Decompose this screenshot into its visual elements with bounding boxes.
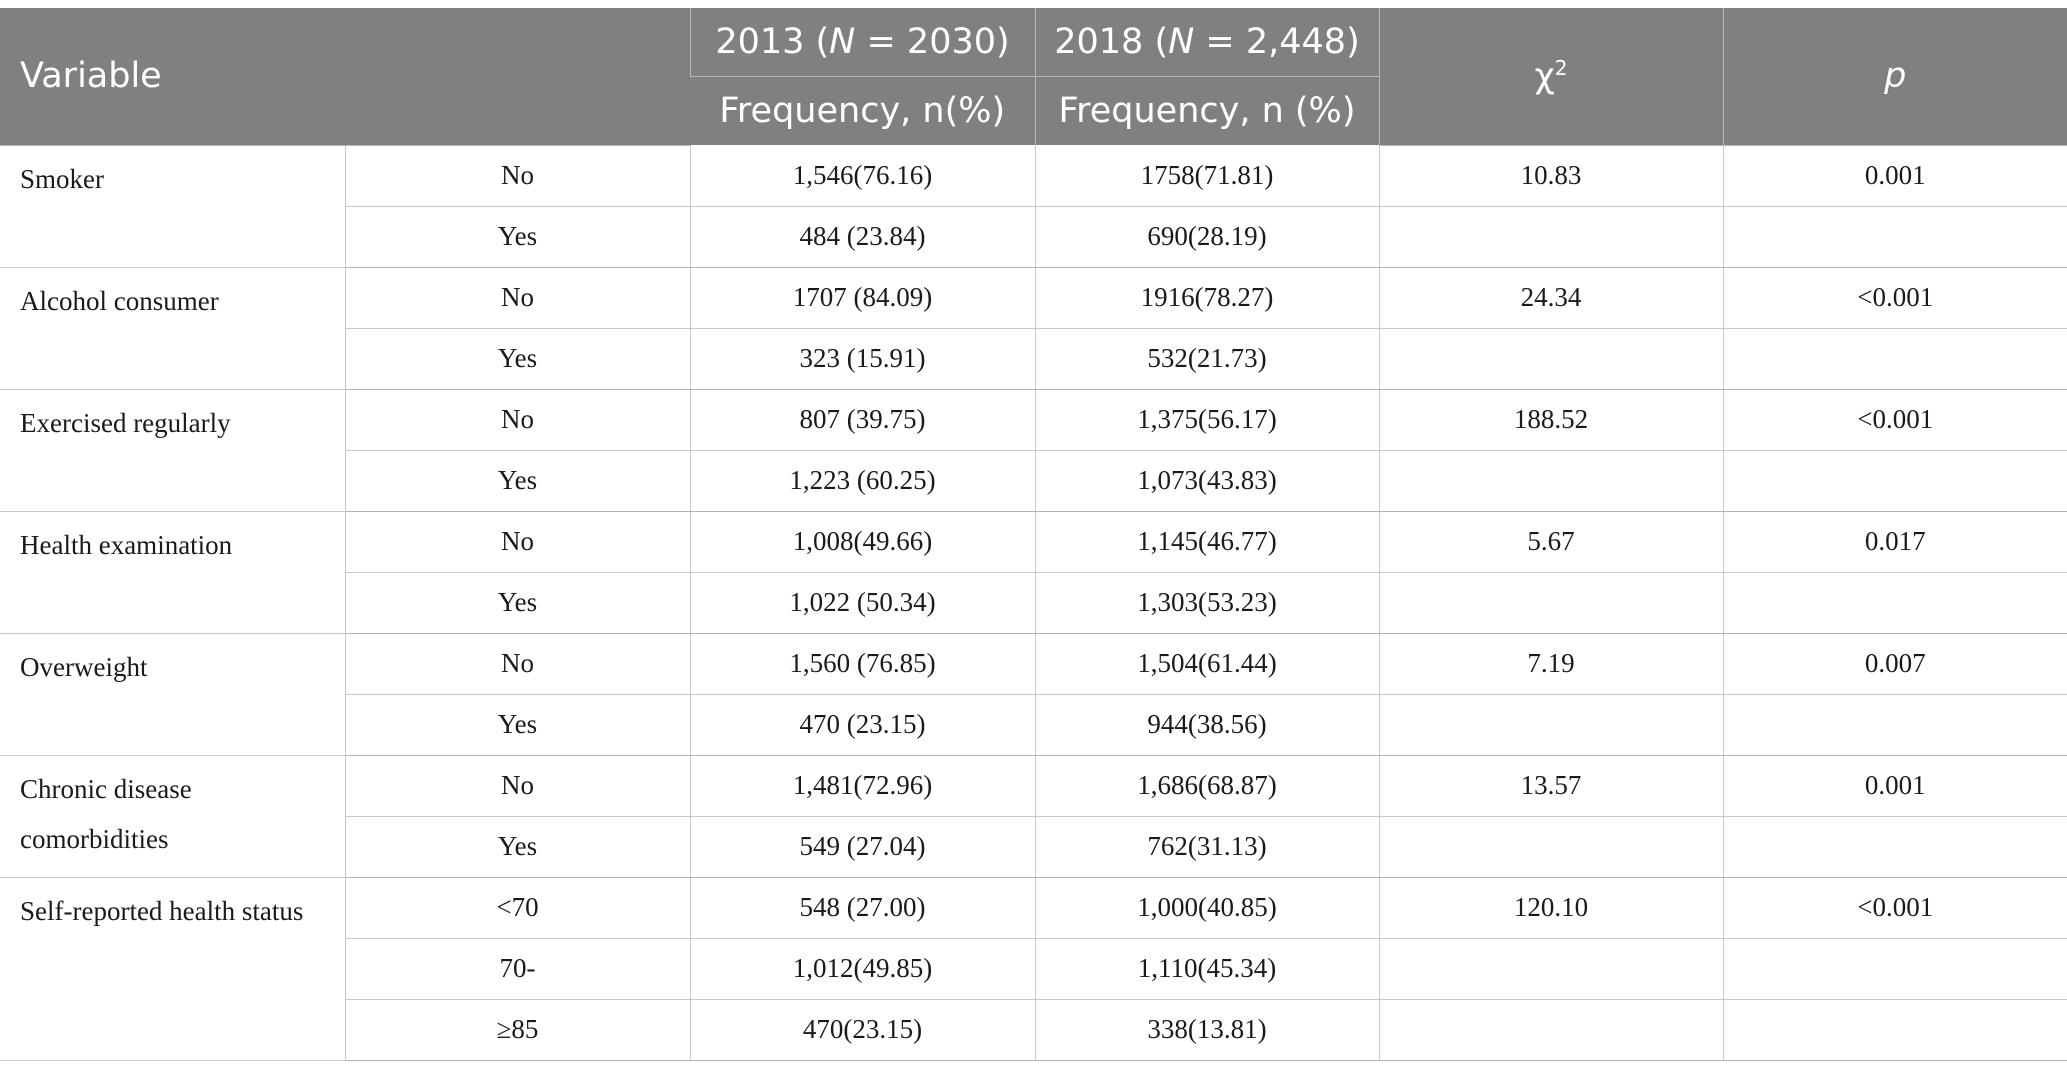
chi-square-cell: 7.19 (1379, 633, 1723, 694)
freq-2018-cell: 1916(78.27) (1035, 267, 1379, 328)
variable-cell: Alcohol consumer (0, 267, 345, 389)
chi-square-cell (1379, 694, 1723, 755)
level-cell: Yes (345, 816, 690, 877)
level-cell: Yes (345, 206, 690, 267)
freq-2018-cell: 690(28.19) (1035, 206, 1379, 267)
level-cell: No (345, 389, 690, 450)
chi-square-cell: 10.83 (1379, 145, 1723, 206)
level-cell: No (345, 145, 690, 206)
p-value-cell (1723, 694, 2067, 755)
freq-2013-cell: 470 (23.15) (690, 694, 1035, 755)
freq-2013-cell: 549 (27.04) (690, 816, 1035, 877)
header-2018 (1035, 8, 1379, 77)
freq-2018-cell: 1,110(45.34) (1035, 938, 1379, 999)
chi-square-cell: 24.34 (1379, 267, 1723, 328)
variable-cell: Self-reported health status (0, 877, 345, 1060)
chi-square-cell: 5.67 (1379, 511, 1723, 572)
freq-2013-cell: 1,223 (60.25) (690, 450, 1035, 511)
p-value-cell (1723, 572, 2067, 633)
header-chi-square (1379, 8, 1723, 145)
freq-2018-cell: 1,000(40.85) (1035, 877, 1379, 938)
header-2013-pre: 2013 ( (715, 22, 830, 62)
freq-2013-cell: 1,481(72.96) (690, 755, 1035, 816)
freq-2013-cell: 1,560 (76.85) (690, 633, 1035, 694)
level-cell: No (345, 755, 690, 816)
freq-2013-cell: 470(23.15) (690, 999, 1035, 1060)
level-cell: ≥85 (345, 999, 690, 1060)
results-table (0, 8, 2067, 1061)
level-cell: <70 (345, 877, 690, 938)
freq-2018-cell: 1,073(43.83) (1035, 450, 1379, 511)
p-value-cell (1723, 938, 2067, 999)
header-chi-symbol: χ (1534, 56, 1555, 97)
freq-2013-cell: 548 (27.00) (690, 877, 1035, 938)
level-cell: No (345, 267, 690, 328)
header-2018-pre: 2018 ( (1054, 22, 1169, 62)
freq-2013-cell: 1707 (84.09) (690, 267, 1035, 328)
freq-2018-cell: 944(38.56) (1035, 694, 1379, 755)
freq-2013-cell: 323 (15.91) (690, 328, 1035, 389)
variable-cell: Exercised regularly (0, 389, 345, 511)
header-2018-post: = 2,448) (1194, 22, 1360, 62)
variable-cell: Chronic disease comorbidities (0, 755, 345, 877)
variable-cell: Smoker (0, 145, 345, 267)
freq-2018-cell: 1758(71.81) (1035, 145, 1379, 206)
freq-2018-cell: 762(31.13) (1035, 816, 1379, 877)
chi-square-cell (1379, 816, 1723, 877)
header-2013-n: N (829, 22, 856, 62)
p-value-cell (1723, 328, 2067, 389)
level-cell: Yes (345, 328, 690, 389)
level-cell: Yes (345, 450, 690, 511)
freq-2018-cell: 1,686(68.87) (1035, 755, 1379, 816)
variable-cell: Health examination (0, 511, 345, 633)
p-value-cell: 0.001 (1723, 755, 2067, 816)
freq-2013-cell: 1,008(49.66) (690, 511, 1035, 572)
header-freq-2018: Frequency, n (%) (1035, 77, 1379, 146)
p-value-cell: 0.017 (1723, 511, 2067, 572)
p-value-cell: <0.001 (1723, 389, 2067, 450)
chi-square-cell (1379, 999, 1723, 1060)
p-value-cell (1723, 450, 2067, 511)
p-value-cell: 0.001 (1723, 145, 2067, 206)
variable-cell: Overweight (0, 633, 345, 755)
chi-square-cell (1379, 572, 1723, 633)
table-row (0, 267, 2067, 328)
chi-square-cell: 120.10 (1379, 877, 1723, 938)
chi-square-cell: 13.57 (1379, 755, 1723, 816)
table-row (0, 389, 2067, 450)
chi-square-cell (1379, 938, 1723, 999)
chi-square-cell (1379, 450, 1723, 511)
freq-2013-cell: 1,012(49.85) (690, 938, 1035, 999)
freq-2013-cell: 1,546(76.16) (690, 145, 1035, 206)
p-value-cell (1723, 999, 2067, 1060)
freq-2018-cell: 532(21.73) (1035, 328, 1379, 389)
chi-square-cell (1379, 328, 1723, 389)
p-value-cell: <0.001 (1723, 877, 2067, 938)
p-value-cell: <0.001 (1723, 267, 2067, 328)
table-row (0, 755, 2067, 816)
freq-2018-cell: 1,303(53.23) (1035, 572, 1379, 633)
freq-2013-cell: 484 (23.84) (690, 206, 1035, 267)
header-2013-post: = 2030) (855, 22, 1010, 62)
freq-2018-cell: 1,375(56.17) (1035, 389, 1379, 450)
table-row (0, 145, 2067, 206)
header-chi-sup: 2 (1554, 55, 1568, 80)
table-body (0, 145, 2067, 1060)
table-row (0, 511, 2067, 572)
freq-2018-cell: 1,504(61.44) (1035, 633, 1379, 694)
level-cell: 70- (345, 938, 690, 999)
table-row (0, 877, 2067, 938)
header-variable: Variable (0, 8, 690, 145)
level-cell: Yes (345, 694, 690, 755)
header-freq-2013: Frequency, n(%) (690, 77, 1035, 146)
header-p: p (1723, 8, 2067, 145)
freq-2018-cell: 1,145(46.77) (1035, 511, 1379, 572)
level-cell: No (345, 633, 690, 694)
p-value-cell (1723, 206, 2067, 267)
chi-square-cell (1379, 206, 1723, 267)
chi-square-cell: 188.52 (1379, 389, 1723, 450)
header-2013 (690, 8, 1035, 77)
level-cell: No (345, 511, 690, 572)
p-value-cell (1723, 816, 2067, 877)
table-header (0, 8, 2067, 145)
header-2018-n: N (1168, 22, 1195, 62)
freq-2013-cell: 807 (39.75) (690, 389, 1035, 450)
p-value-cell: 0.007 (1723, 633, 2067, 694)
level-cell: Yes (345, 572, 690, 633)
freq-2018-cell: 338(13.81) (1035, 999, 1379, 1060)
freq-2013-cell: 1,022 (50.34) (690, 572, 1035, 633)
table-row (0, 633, 2067, 694)
